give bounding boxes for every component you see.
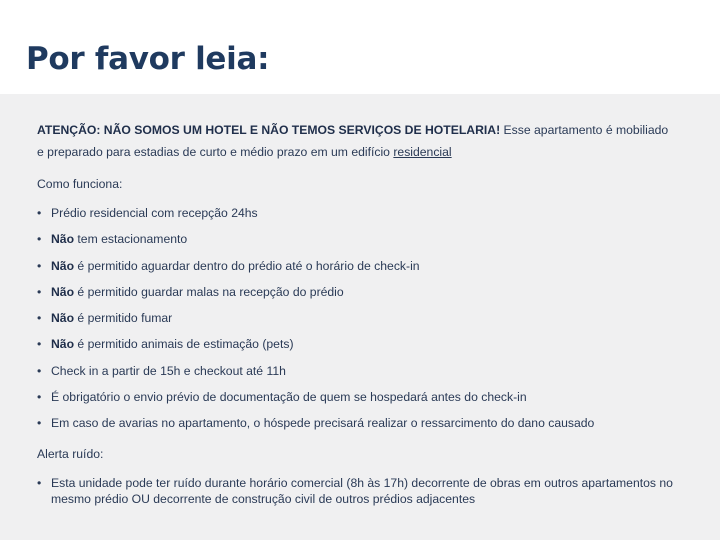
list-item: • Esta unidade pode ter ruído durante horário comercial (8h às 17h) decorrente de obras em outros apartamentos no mesmo prédio OU decorrente de construção civil de outros prédios adjacentes — [37, 476, 673, 506]
bullet-icon: • — [37, 416, 42, 431]
bullet-icon: • — [37, 232, 42, 247]
list-item: • Não é permitido animais de estimação (pets) — [37, 337, 294, 352]
list-item: • Check in a partir de 15h e checkout até 11h — [37, 363, 286, 378]
noise-alert-list — [37, 475, 677, 507]
content-panel — [0, 94, 720, 540]
list-item: • Não é permitido aguardar dentro do prédio até o horário de check-in — [37, 258, 420, 273]
how-it-works-list — [37, 205, 677, 442]
bullet-icon: • — [37, 337, 42, 352]
page-header — [0, 0, 720, 94]
bullet-icon: • — [37, 476, 42, 490]
list-item: • Prédio residencial com recepção 24hs — [37, 206, 258, 220]
intro-underlined: residencial — [393, 145, 452, 159]
bullet-icon: • — [37, 284, 42, 299]
bullet-icon: • — [37, 311, 42, 326]
bullet-icon: • — [37, 390, 42, 405]
bullet-icon: • — [37, 258, 42, 273]
list-item: • É obrigatório o envio prévio de documentação de quem se hospedará antes do check-in — [37, 390, 527, 405]
noise-alert-label: Alerta ruído: — [37, 447, 104, 461]
intro-paragraph — [37, 119, 677, 163]
list-item: • Não é permitido fumar — [37, 311, 173, 326]
how-it-works-label: Como funciona: — [37, 177, 123, 191]
list-item: • Não é permitido guardar malas na recepção do prédio — [37, 284, 344, 299]
list-item: • Não tem estacionamento — [37, 232, 188, 247]
intro-warning: ATENÇÃO: NÃO SOMOS UM HOTEL E NÃO TEMOS SERVIÇOS DE HOTELARIA! — [37, 123, 501, 137]
bullet-icon: • — [37, 363, 42, 378]
page-title: Por favor leia: — [26, 41, 270, 77]
bullet-icon: • — [37, 206, 42, 220]
intro-text: Esse apartamento é mobiliado e preparado para estadias de curto e médio prazo em um edifício — [37, 123, 669, 159]
list-item: • Em caso de avarias no apartamento, o hóspede precisará realizar o ressarcimento do dano causado — [37, 416, 595, 431]
